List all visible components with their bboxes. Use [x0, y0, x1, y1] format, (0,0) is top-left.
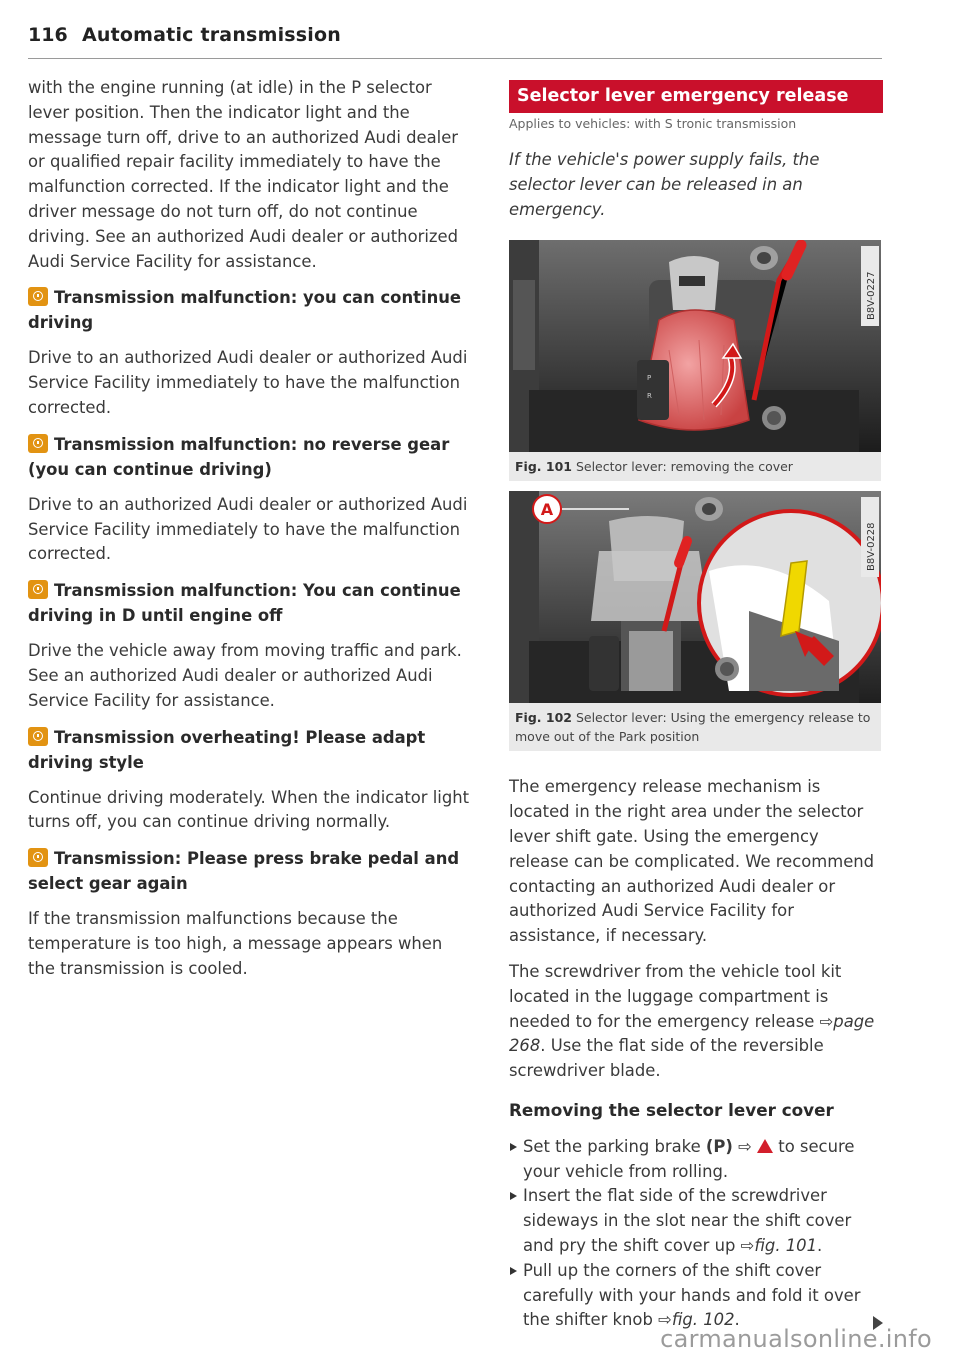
- section-title: Selector lever emergency release: [509, 80, 883, 113]
- page-header: [28, 24, 882, 59]
- svg-text:R: R: [647, 392, 652, 401]
- figure-code: B8V-0227: [866, 271, 877, 321]
- list-item: Insert the flat side of the screwdriver sideways in the slot near the shift cover and pry the shift cover up ⇨fig. 101.: [509, 1184, 883, 1258]
- figure-caption: Fig. 101 Selector lever: removing the cover: [515, 459, 793, 475]
- paragraph: Drive to an authorized Audi dealer or authorized Audi Service Facility immediately to have the malfunction corrected.: [28, 494, 468, 564]
- right-column: [509, 80, 883, 1333]
- figure-101: [509, 240, 881, 481]
- figure-102: [509, 491, 881, 751]
- chapter-title: Automatic transmission: [82, 24, 341, 46]
- callout-marker: A: [540, 500, 554, 520]
- message-heading: Transmission malfunction: no reverse gear (you can continue driving): [28, 434, 450, 479]
- selector-lever-cover-photo: [509, 240, 881, 452]
- paragraph: The screwdriver from the vehicle tool kit located in the luggage compartment is needed to for the emergency release ⇨page 268. Use the flat side of the reversible screwdriver blade.: [509, 961, 875, 1081]
- list-item: Set the parking brake (P) ⇨ to secure your vehicle from rolling.: [509, 1135, 883, 1185]
- paragraph: Continue driving moderately. When the indicator light turns off, you can continue driving normally.: [28, 787, 470, 832]
- transmission-warning-icon: [28, 434, 48, 453]
- left-column: [28, 76, 470, 993]
- page-number: 116: [28, 24, 68, 46]
- paragraph: with the engine running (at idle) in the P selector lever position. Then the indicator light and the message turn off, drive to an authorized Audi dealer or qualified repair facility immediately to have the malfunction corrected. If the indicator light and the driver message do not turn off, do not continue driving. See an authorized Audi dealer or authorized Audi Service Facility for assistance.: [28, 78, 459, 271]
- figure-reference-link[interactable]: ⇨fig. 101: [740, 1235, 818, 1255]
- paragraph: If the transmission malfunctions because the temperature is too high, a message appears when the transmission is cooled.: [28, 909, 443, 978]
- message-heading: Transmission: Please press brake pedal and select gear again: [28, 849, 460, 894]
- figure-caption: Fig. 102 Selector lever: Using the emergency release to move out of the Park position: [515, 710, 871, 745]
- emergency-release-photo: [509, 491, 881, 703]
- applies-note: Applies to vehicles: with S tronic transmission: [509, 116, 797, 131]
- intro-text: If the vehicle's power supply fails, the selector lever can be released in an emergency.: [509, 150, 820, 219]
- transmission-warning-icon: [28, 580, 48, 599]
- transmission-warning-icon: [28, 848, 48, 867]
- instruction-list: [509, 1135, 883, 1333]
- paragraph: Drive the vehicle away from moving traffic and park. See an authorized Audi dealer or authorized Audi Service Facility for assistance.: [28, 641, 462, 710]
- transmission-warning-icon: [28, 287, 48, 306]
- message-heading: Transmission malfunction: You can continue driving in D until engine off: [28, 581, 461, 626]
- paragraph: Drive to an authorized Audi dealer or authorized Audi Service Facility immediately to have the malfunction corrected.: [28, 348, 468, 417]
- figure-code: B8V-0228: [866, 522, 877, 572]
- svg-text:P: P: [647, 374, 652, 383]
- message-heading: Transmission overheating! Please adapt driving style: [28, 727, 426, 772]
- message-heading: Transmission malfunction: you can continue driving: [28, 288, 462, 333]
- paragraph: The emergency release mechanism is located in the right area under the selector lever shift gate. Using the emergency release can be complicated. We recommend contacting an authorized Audi dealer or authorized Audi Service Facility for assistance, if necessary.: [509, 777, 875, 946]
- subheading: Removing the selector lever cover: [509, 1099, 834, 1120]
- parking-brake-icon: (P): [705, 1136, 733, 1156]
- page-reference-link[interactable]: ⇨page 268: [509, 1011, 875, 1056]
- warning-triangle-icon[interactable]: [757, 1139, 773, 1153]
- watermark: carmanualsonline.info: [660, 1325, 932, 1353]
- figure-reference-link[interactable]: ⇨fig. 102: [658, 1310, 735, 1330]
- transmission-warning-icon: [28, 727, 48, 746]
- list-item: Pull up the corners of the shift cover carefully with your hands and fold it over the shifter knob ⇨fig. 102.: [509, 1259, 883, 1333]
